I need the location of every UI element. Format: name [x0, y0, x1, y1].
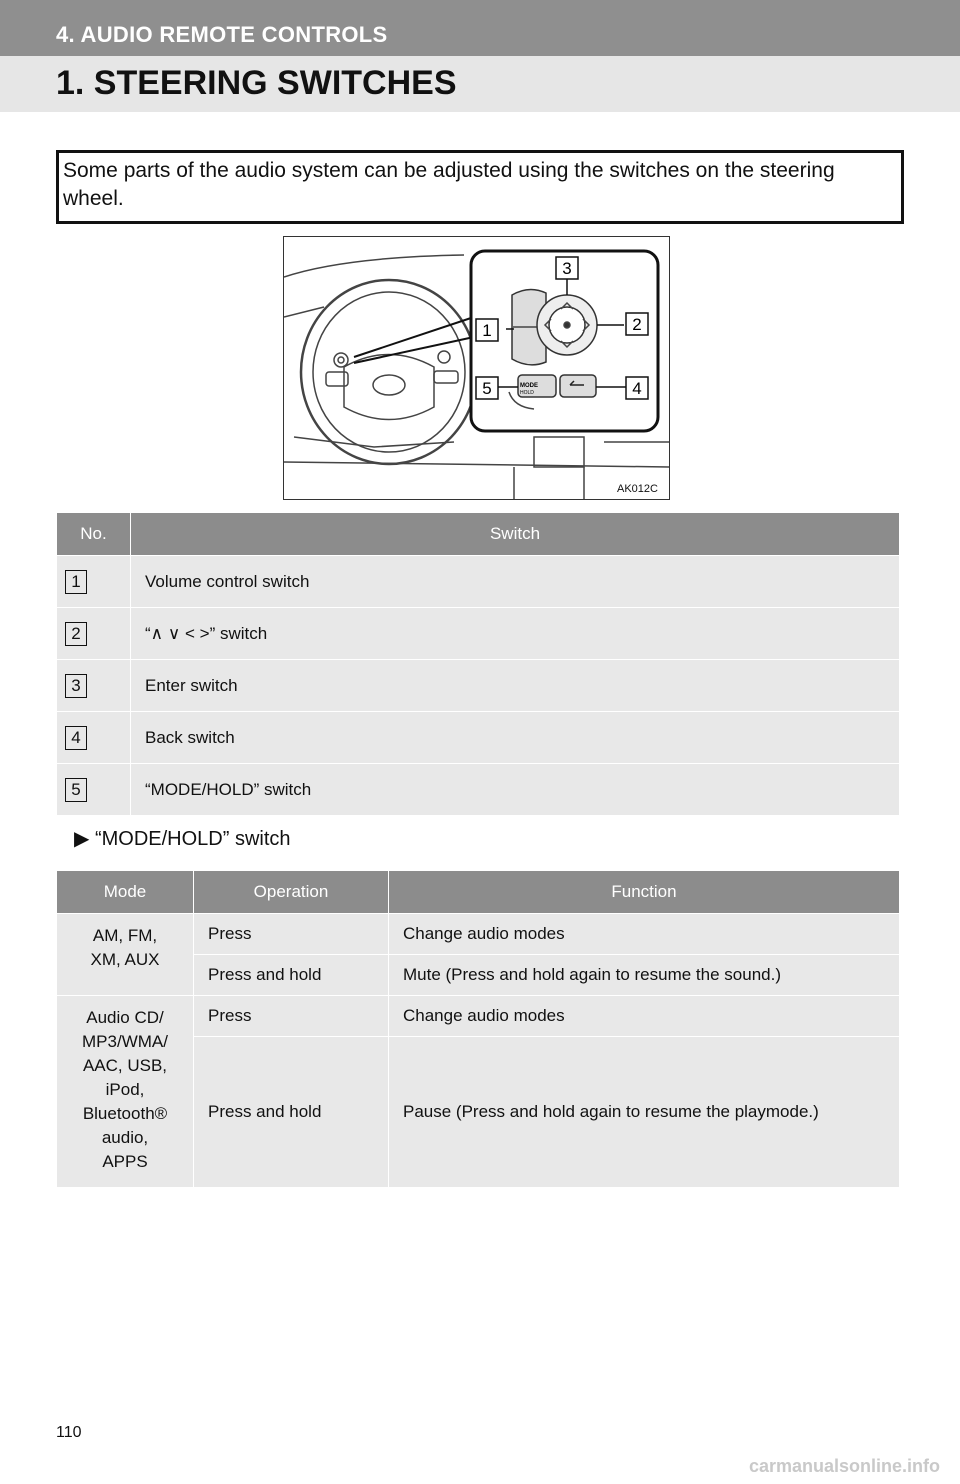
header-mode: Mode — [57, 871, 194, 914]
footer-watermark[interactable]: carmanualsonline.info — [748, 1456, 940, 1476]
mode-line: AAC, USB, — [82, 1056, 168, 1075]
header-operation: Operation — [194, 871, 389, 914]
steering-wheel-figure — [283, 236, 670, 500]
table-row — [57, 608, 900, 660]
mode-line: audio, — [101, 1128, 149, 1147]
callout-1: 1 — [482, 321, 492, 340]
table-row — [57, 660, 900, 712]
table-row — [57, 914, 900, 955]
intro-box: Some parts of the audio system can be adjusted using the switches on the steering wheel. — [56, 150, 904, 224]
mode-label: MODE — [520, 383, 538, 389]
operation-cell: Press and hold — [194, 955, 389, 996]
callout-3: 3 — [562, 259, 572, 278]
header-switch: Switch — [131, 513, 900, 556]
row-number: 1 — [65, 570, 87, 594]
row-number: 2 — [65, 622, 87, 646]
mode-line: iPod, — [105, 1080, 145, 1099]
switch-label: “MODE/HOLD” switch — [131, 764, 900, 816]
mode-line: AM, FM, — [92, 926, 158, 945]
callout-5: 5 — [482, 379, 492, 398]
switch-label: Enter switch — [131, 660, 900, 712]
function-cell: Change audio modes — [389, 914, 900, 955]
mode-line: MP3/WMA/ — [82, 1032, 168, 1051]
operation-cell: Press and hold — [194, 1037, 389, 1188]
header-function: Function — [389, 871, 900, 914]
subheading — [74, 826, 291, 851]
row-number: 4 — [65, 726, 87, 750]
function-cell: Change audio modes — [389, 996, 900, 1037]
row-number: 5 — [65, 778, 87, 802]
operation-cell: Press — [194, 914, 389, 955]
mode-table — [56, 870, 900, 1188]
table-row — [57, 996, 900, 1037]
switch-table — [56, 512, 900, 816]
callout-2: 2 — [632, 315, 642, 334]
mode-cell-media — [57, 996, 194, 1188]
table-row — [57, 712, 900, 764]
subheading-text: “MODE/HOLD” switch — [94, 828, 291, 850]
function-cell: Mute (Press and hold again to resume the sound.) — [389, 955, 900, 996]
header-no: No. — [57, 513, 131, 556]
section-title: 1. STEERING SWITCHES — [56, 64, 457, 102]
chapter-title: 4. AUDIO REMOTE CONTROLS — [56, 22, 388, 47]
callout-4: 4 — [632, 379, 642, 398]
function-cell: Pause (Press and hold again to resume the playmode.) — [389, 1037, 900, 1188]
steering-wheel-illustration — [284, 237, 669, 499]
mode-line: Audio CD/ — [86, 1008, 164, 1027]
switch-label: Back switch — [131, 712, 900, 764]
triangle-bullet-icon: ▶ — [74, 828, 90, 850]
mode-line: Bluetooth® — [82, 1104, 168, 1123]
mode-table-header — [57, 871, 900, 914]
switch-table-header — [57, 513, 900, 556]
operation-cell: Press — [194, 996, 389, 1037]
row-number: 3 — [65, 674, 87, 698]
table-row — [57, 764, 900, 816]
page-number: 110 — [56, 1424, 82, 1441]
figure-code: AK012C — [617, 483, 658, 495]
switch-label: Volume control switch — [131, 556, 900, 608]
switch-label: “∧ ∨ < >” switch — [131, 608, 900, 660]
mode-line: XM, AUX — [90, 950, 160, 969]
hold-label: HOLD — [520, 390, 534, 396]
table-row — [57, 556, 900, 608]
mode-line: APPS — [102, 1152, 148, 1171]
mode-cell-radio — [57, 914, 194, 996]
